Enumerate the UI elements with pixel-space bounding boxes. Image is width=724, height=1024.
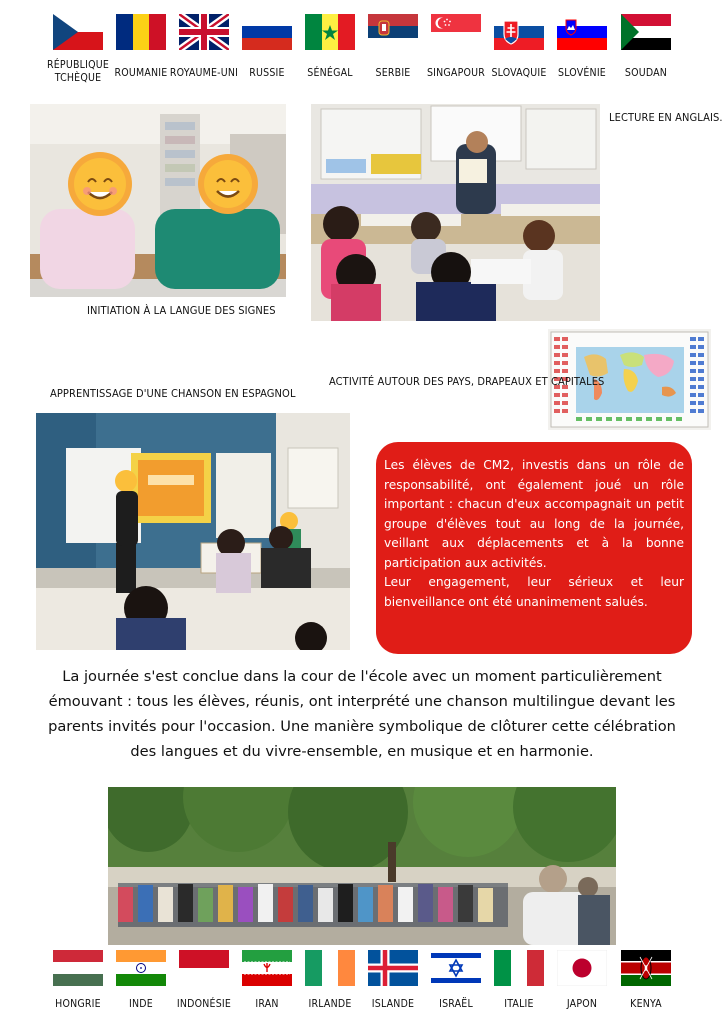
israel-flag-icon — [431, 950, 481, 986]
iran-flag-icon — [242, 950, 292, 986]
caption-countries-activity: ACTIVITÉ AUTOUR DES PAYS, DRAPEAUX ET CAPITALES — [329, 375, 605, 388]
ireland-flag-icon — [305, 950, 355, 986]
singapore-flag-icon — [431, 14, 481, 50]
flag-label-slovakia: SLOVAQUIE — [491, 67, 547, 79]
spanish-song-classroom-photo — [36, 413, 350, 650]
courtyard-group-photo — [108, 787, 616, 945]
hungary-flag-icon — [53, 950, 103, 986]
caption-reading-english: LECTURE EN ANGLAIS. — [609, 111, 723, 124]
india-flag-icon — [116, 950, 166, 986]
flag-label-italy: ITALIE — [504, 998, 534, 1010]
flag-label-line: RÉPUBLIQUE — [47, 59, 109, 71]
slovenia-flag-icon — [557, 14, 607, 50]
serbia-flag-icon — [368, 14, 418, 50]
flag-label-iceland: ISLANDE — [371, 998, 415, 1010]
romania-flag-icon — [116, 14, 166, 50]
iceland-flag-icon — [368, 950, 418, 986]
flag-label-serbia: SERBIE — [375, 67, 411, 79]
russia-flag-icon — [242, 14, 292, 50]
flag-label-uk: ROYAUME-UNI — [169, 67, 239, 79]
flag-label-line: TCHÈQUE — [54, 72, 102, 84]
senegal-flag-icon — [305, 14, 355, 50]
flag-label-sudan: SOUDAN — [624, 67, 668, 79]
uk-flag-icon — [179, 14, 229, 50]
flag-label-czech — [43, 59, 113, 85]
flag-label-hungary: HONGRIE — [55, 998, 101, 1010]
sudan-flag-icon — [621, 14, 671, 50]
flag-label-indonesia: INDONÉSIE — [176, 998, 232, 1010]
closing-paragraph: La journée s'est conclue dans la cour de l'école avec un moment particulièrement émouvant : tous les élèves, réunis, ont interprété une chanson multilingue devant les parents invités pour l'occasion. Une manière symbolique de clôturer cette célébration des langues et du vivre-ensemble, en musique et en harmonie. — [48, 668, 676, 760]
italy-flag-icon — [494, 950, 544, 986]
flag-label-singapore: SINGAPOUR — [426, 67, 486, 79]
flag-label-senegal: SÉNÉGAL — [307, 67, 353, 79]
flag-label-romania: ROUMANIE — [114, 67, 168, 79]
indonesia-flag-icon — [179, 950, 229, 986]
flag-label-slovenia: SLOVÉNIE — [558, 67, 606, 79]
japan-flag-icon — [557, 950, 607, 986]
flag-label-india: INDE — [129, 998, 153, 1010]
sign-language-photo — [30, 104, 286, 297]
red-box-paragraph-2: Leur engagement, leur sérieux et leur bienveillance ont été unanimement salués. — [384, 575, 684, 609]
caption-spanish-song: APPRENTISSAGE D'UNE CHANSON EN ESPAGNOL — [50, 387, 296, 400]
flag-label-iran: IRAN — [255, 998, 279, 1010]
kenya-flag-icon — [621, 950, 671, 986]
flag-label-kenya: KENYA — [630, 998, 662, 1010]
cm2-responsibility-box — [376, 442, 692, 654]
czech-flag-icon — [53, 14, 103, 50]
flag-label-russia: RUSSIE — [249, 67, 285, 79]
flag-label-japan: JAPON — [566, 998, 598, 1010]
caption-sign-language: INITIATION À LA LANGUE DES SIGNES — [87, 304, 276, 317]
slovakia-flag-icon — [494, 14, 544, 50]
red-box-paragraph-1: Les élèves de CM2, investis dans un rôle de responsabilité, ont également joué un rôle important : chacun d'eux accompagnait un petit groupe d'élèves tout au long de la journée, veillant aux déplacements et à la bonne participation aux activités. — [384, 458, 684, 570]
english-reading-photo — [311, 104, 600, 321]
flag-label-israel: ISRAËL — [439, 998, 473, 1010]
flag-label-ireland: IRLANDE — [308, 998, 352, 1010]
